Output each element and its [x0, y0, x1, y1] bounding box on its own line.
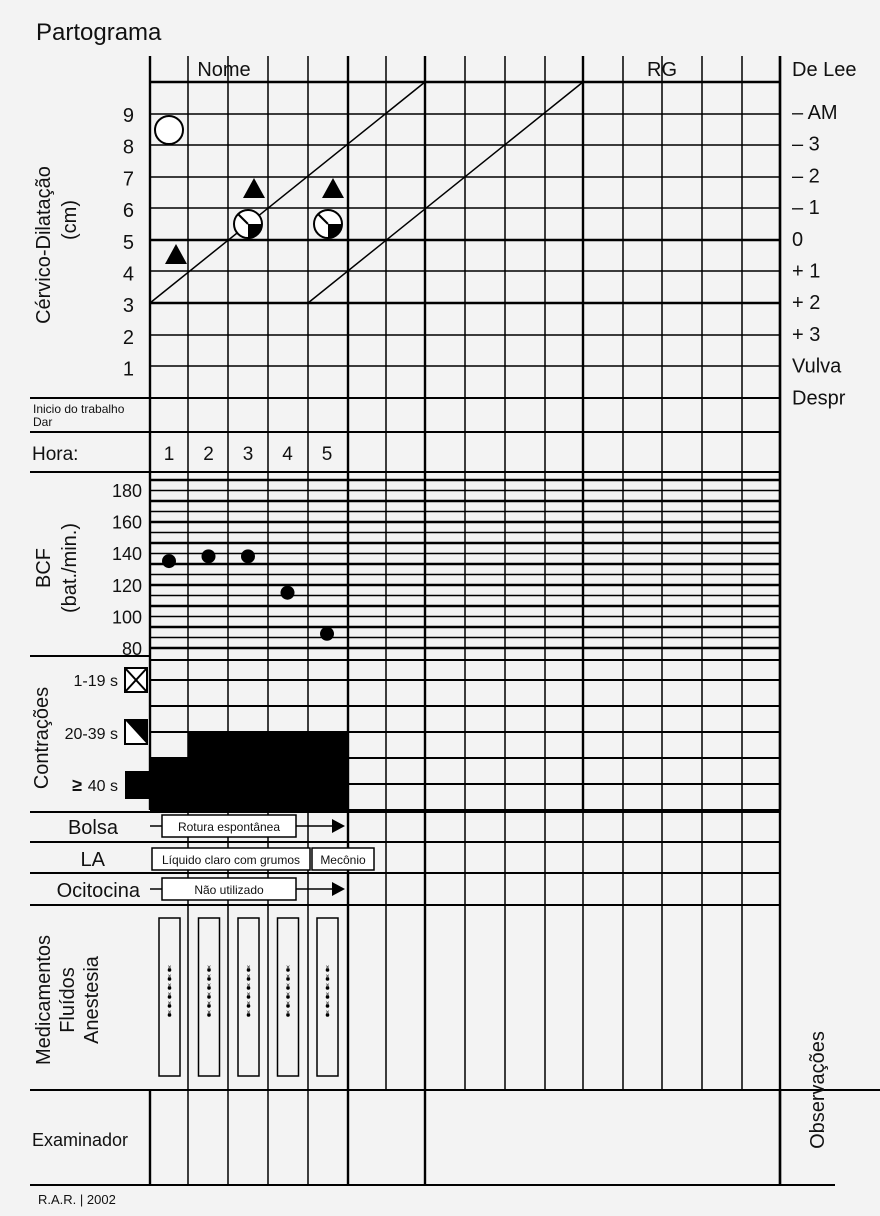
medication-mark-icon: ×: [167, 973, 172, 981]
medication-mark-icon: ×: [206, 973, 212, 981]
bolsa-label: Bolsa: [67, 817, 118, 839]
dilatation-tick-label: 5: [122, 231, 134, 254]
medication-mark-icon: ×: [285, 973, 291, 981]
alert-line: [150, 82, 425, 303]
contraction-legend-solid-icon: [125, 771, 150, 799]
station-right-ticks: [792, 102, 846, 409]
medicamentos-label: Medicamentos: [33, 934, 55, 1066]
bcf-point: [241, 549, 255, 563]
name-label: Nome: [197, 59, 251, 81]
medication-mark-icon: ×: [285, 1009, 291, 1017]
medication-mark-icon: ×: [246, 1000, 251, 1008]
dilatation-left-ticks: [123, 105, 134, 381]
medication-mark-icon: ×: [285, 1000, 291, 1008]
rg-label: RG: [647, 59, 677, 81]
medication-mark-icon: ×: [246, 973, 251, 981]
dilatation-axis-label: Cérvico-Dilatação: [33, 166, 55, 324]
medication-mark-icon: ×: [246, 964, 251, 972]
bcf-tick-label: 80: [121, 639, 142, 659]
medication-mark-icon: ×: [206, 982, 212, 990]
contraction-row-label: 40 s: [87, 778, 118, 795]
hour-numbers: [164, 444, 333, 465]
medication-mark-icon: ×: [167, 982, 172, 990]
station-tick-label: + 1: [792, 260, 821, 283]
station-tick-label: Despr: [792, 387, 846, 410]
dilatation-triangle-marker: [322, 178, 344, 198]
station-tick-label: – 3: [792, 133, 820, 156]
medication-mark-icon: ×: [285, 964, 291, 972]
ocitocina-note: Não utilizado: [194, 883, 264, 897]
medication-mark-icon: ×: [325, 991, 330, 999]
medication-mark-icon: ×: [206, 1000, 212, 1008]
contraction-legend-half-icon: [125, 720, 147, 744]
dilatation-tick-label: 4: [122, 263, 134, 286]
contraction-block-upper: [188, 732, 348, 810]
delee-label: De Lee: [792, 59, 857, 81]
medication-mark-icon: ×: [285, 982, 291, 990]
fluidos-label: Fluídos: [57, 967, 79, 1033]
labor-start-label: Inicio do trabalho: [33, 402, 125, 416]
station-tick-label: – AM: [792, 102, 838, 124]
station-tick-label: + 3: [792, 323, 821, 346]
labor-start-sublabel: Dar: [33, 415, 53, 429]
bcf-axis-label: BCF: [33, 548, 55, 588]
medication-mark-icon: ×: [167, 964, 172, 972]
bcf-point: [202, 549, 216, 563]
medication-mark-icon: ×: [285, 991, 291, 999]
dilatation-tick-label: 1: [122, 358, 134, 381]
footer-text: R.A.R. | 2002: [38, 1192, 116, 1207]
station-tick-label: 0: [792, 228, 804, 251]
contraction-block-lower: [150, 758, 190, 810]
station-tick-label: – 2: [792, 165, 820, 188]
bcf-tick-label: 100: [111, 607, 142, 628]
medication-mark-icon: ×: [325, 1009, 330, 1017]
bcf-tick-label: 120: [111, 575, 142, 596]
dilatation-tick-label: 6: [122, 200, 134, 223]
contraction-prefix-symbol: ≥: [72, 775, 82, 795]
dilatation-axis-unit: (cm): [59, 200, 81, 240]
hour-number: 2: [203, 444, 214, 465]
medication-mark-icon: ×: [167, 991, 172, 999]
examinador-label: Examinador: [32, 1130, 129, 1150]
medication-mark-icon: ×: [246, 982, 251, 990]
position-circle-marker: [314, 210, 342, 238]
contraction-row-label: 1-19 s: [73, 673, 118, 690]
contraction-legend-x-icon: [125, 668, 147, 692]
hour-number: 4: [282, 444, 293, 465]
arrow-head-icon: [332, 819, 345, 833]
bcf-point: [162, 554, 176, 568]
medication-mark-icon: ×: [325, 964, 330, 972]
arrow-head-icon: [332, 882, 345, 896]
bolsa-note: Rotura espontânea: [177, 820, 281, 834]
medication-mark-icon: ×: [325, 973, 330, 981]
la-label: LA: [80, 849, 105, 871]
medication-mark-icon: ×: [206, 964, 212, 972]
medication-mark-icon: ×: [246, 1009, 251, 1017]
position-circle-marker: [234, 210, 262, 238]
grid-lines: [30, 56, 880, 1185]
la-note: Líquido claro com grumos: [161, 853, 301, 867]
hour-number: 5: [321, 444, 333, 465]
hour-number: 1: [163, 444, 175, 465]
contractions-axis-label: Contrações: [31, 686, 53, 790]
medication-mark-icon: ×: [167, 1009, 172, 1017]
contraction-row-label: 20-39 s: [64, 726, 118, 743]
medication-mark-icon: ×: [325, 982, 330, 990]
bcf-point: [281, 586, 295, 600]
station-tick-label: Vulva: [792, 355, 842, 378]
medication-mark-icon: ×: [246, 991, 251, 999]
medication-drip-columns: [159, 918, 338, 1076]
dilatation-tick-label: 8: [122, 136, 134, 159]
bcf-axis-unit: (bat./min.): [59, 522, 81, 614]
la-note-2: Mecônio: [320, 853, 366, 867]
dilatation-tick-label: 7: [122, 168, 134, 191]
dilatation-tick-label: 9: [122, 105, 134, 127]
bcf-tick-label: 140: [111, 544, 142, 565]
bcf-tick-label: 160: [111, 512, 142, 533]
hour-label: Hora:: [32, 444, 79, 465]
action-line: [308, 82, 583, 303]
fetal-head-circle-marker: [155, 116, 183, 144]
page-title: Partograma: [36, 19, 162, 46]
station-tick-label: – 1: [792, 197, 820, 220]
anestesia-label: Anestesia: [81, 956, 103, 1044]
bcf-tick-label: 180: [111, 481, 142, 501]
dilatation-tick-label: 3: [122, 295, 134, 318]
station-tick-label: + 2: [792, 292, 821, 315]
medication-mark-icon: ×: [206, 991, 212, 999]
dilatation-triangle-marker: [165, 244, 187, 264]
bcf-ticks: [112, 481, 142, 659]
dilatation-triangle-marker: [243, 178, 265, 198]
bcf-point: [320, 627, 334, 641]
observacoes-label: Observações: [807, 1031, 829, 1149]
dilatation-tick-label: 2: [122, 326, 134, 349]
hour-number: 3: [242, 444, 254, 465]
medication-mark-icon: ×: [206, 1009, 212, 1017]
ocitocina-label: Ocitocina: [56, 880, 140, 902]
medication-mark-icon: ×: [167, 1000, 172, 1008]
medication-mark-icon: ×: [325, 1000, 330, 1008]
